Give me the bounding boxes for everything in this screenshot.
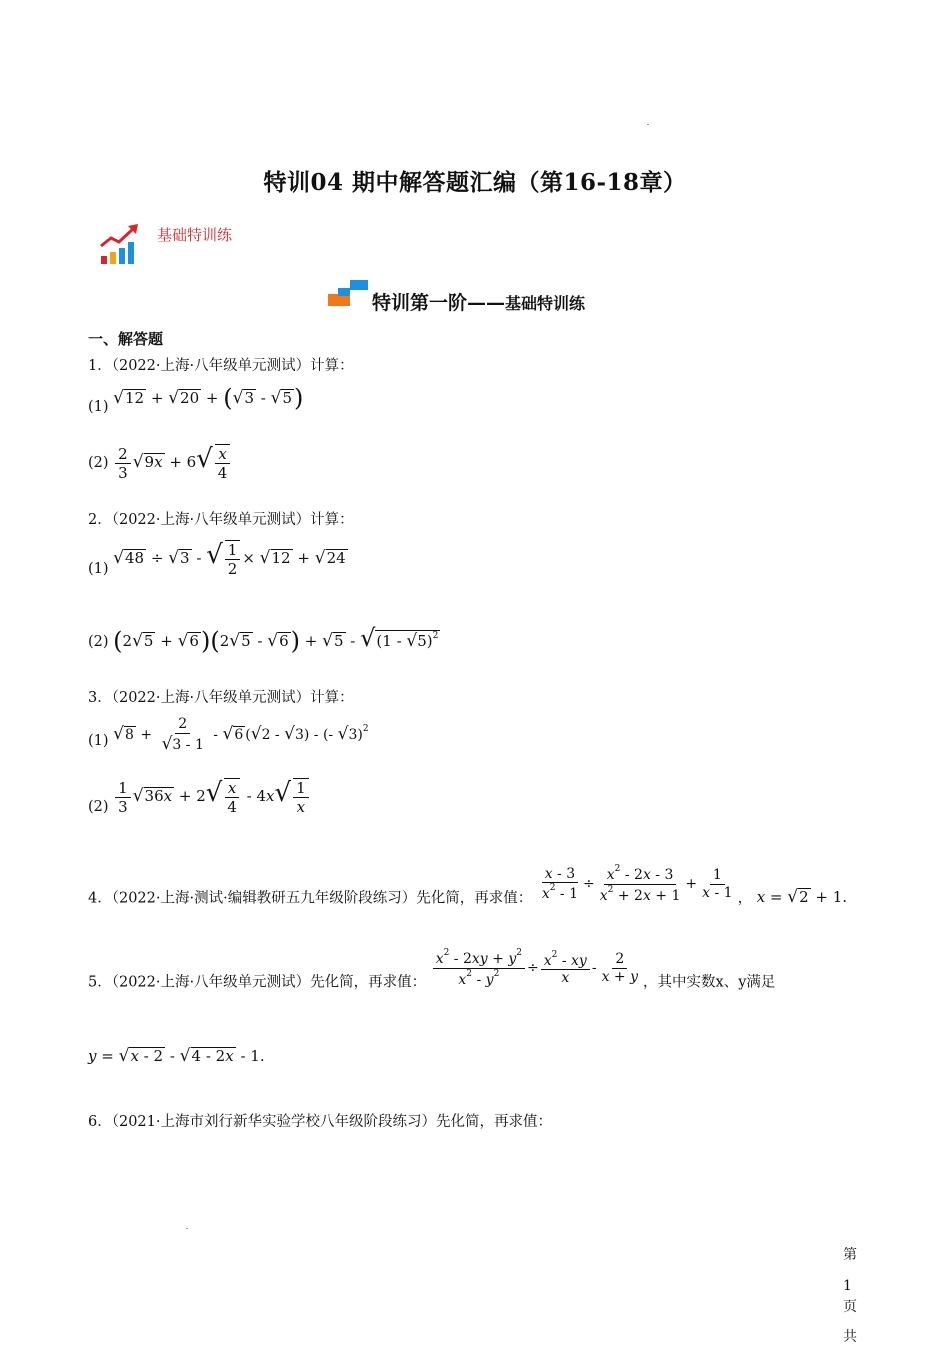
formula: √8 + $\frac{2}{√3 - 1}$ - √6 (√2 - √3) - (- √3)$^2$ — [113, 716, 369, 754]
question-1-part-2: (2) $\frac{2}{3}$ √9x + 6√ $\frac{x}{4}$ — [88, 444, 232, 482]
formula: (2√5 + √6)(2√5 - √6) + √5 - √(1 - √5)$^2$ — [113, 624, 439, 655]
formula: $\frac{x - 3}{x^2 - 1}$ ÷ $\frac{x^2 - 2x - 3}{x^2 + 2x + 1}$ + $\frac{1}{x - 1}$ — [541, 864, 733, 904]
question-2-part-2: (2) (2√5 + √6)(2√5 - √6) + √5 - √(1 - √5)$^2$ — [88, 624, 439, 655]
stairs-icon — [328, 276, 370, 308]
formula: $\frac{x^2 - 2xy + y^2}{x^2 - y^2}$ ÷ $\frac{x^2 - xy}{x}$ - $\frac{2}{x + y}$ — [431, 960, 643, 976]
stage-title-small: 基础特训练 — [505, 294, 586, 313]
question-3: 3．（2022·上海·八年级单元测试）计算： — [88, 690, 354, 706]
rising-bar-chart-icon — [98, 222, 142, 266]
question-1: 1．（2022·上海·八年级单元测试）计算： — [88, 358, 354, 374]
page-title: 特训04 期中解答题汇编（第16-18章） — [263, 169, 687, 196]
scan-dot — [186, 1228, 188, 1229]
page-footer-2: 1 — [843, 1278, 852, 1294]
question-2-part-1: (1) √48 ÷ √3 - √ $\frac{1}{2}$ × √12 + √24 — [88, 540, 346, 578]
question-1-part-1: (1) √12 + √20 + (√3 - √5) — [88, 384, 304, 415]
badge-label: 基础特训练 — [157, 226, 233, 244]
question-5: 5．（2022·上海·八年级单元测试）先化简，再求值： $\frac{x^2 - 2xy + y^2}{x^2 - y^2}$ ÷ $\frac{x^2 - xy}{x}$ - $\frac{2}{x + y}$ ，其中实数x、y满足 — [88, 948, 776, 991]
formula: $\frac{2}{3}$ √9x + 6√ $\frac{x}{4}$ — [113, 453, 232, 471]
formula: y = √x - 2 - √4 - 2x - 1. — [88, 1046, 265, 1066]
question-5-condition — [88, 1046, 265, 1066]
question-4: 4．（2022·上海·测试·编辑教研五九年级阶段练习）先化简，再求值： $\frac{x - 3}{x^2 - 1}$ ÷ $\frac{x^2 - 2x - 3}{x^2 + 2x + 1}$ + $\frac{1}{x - 1}$ ， x = √2 + 1. — [88, 864, 848, 908]
page-footer-4: 共 — [843, 1329, 857, 1345]
page-footer-3: 页 — [843, 1299, 857, 1315]
scan-dot — [647, 124, 649, 125]
section-heading: 一、解答题 — [88, 330, 164, 348]
stage-title-main: 特训第一阶—— — [372, 292, 506, 314]
formula: √48 ÷ √3 - √ $\frac{1}{2}$ × √12 + √24 — [113, 540, 346, 578]
stage-title — [372, 288, 585, 315]
formula: $\frac{1}{3}$ √36x + 2√ $\frac{x}{4}$ - 4x√ $\frac{1}{x}$ — [113, 787, 310, 805]
formula: √12 + √20 + (√3 - √5) — [113, 384, 304, 412]
question-2: 2．（2022·上海·八年级单元测试）计算： — [88, 512, 354, 528]
question-3-part-2: (2) $\frac{1}{3}$ √36x + 2√ $\frac{x}{4}$ - 4x√ $\frac{1}{x}$ — [88, 778, 311, 816]
question-6: 6．（2021·上海市刘行新华实验学校八年级阶段练习）先化简，再求值： — [88, 1114, 552, 1130]
page-footer-1: 第 — [843, 1247, 857, 1263]
question-3-part-1: (1) √8 + $\frac{2}{√3 - 1}$ - √6 (√2 - √3) - (- √3)$^2$ — [88, 716, 369, 754]
